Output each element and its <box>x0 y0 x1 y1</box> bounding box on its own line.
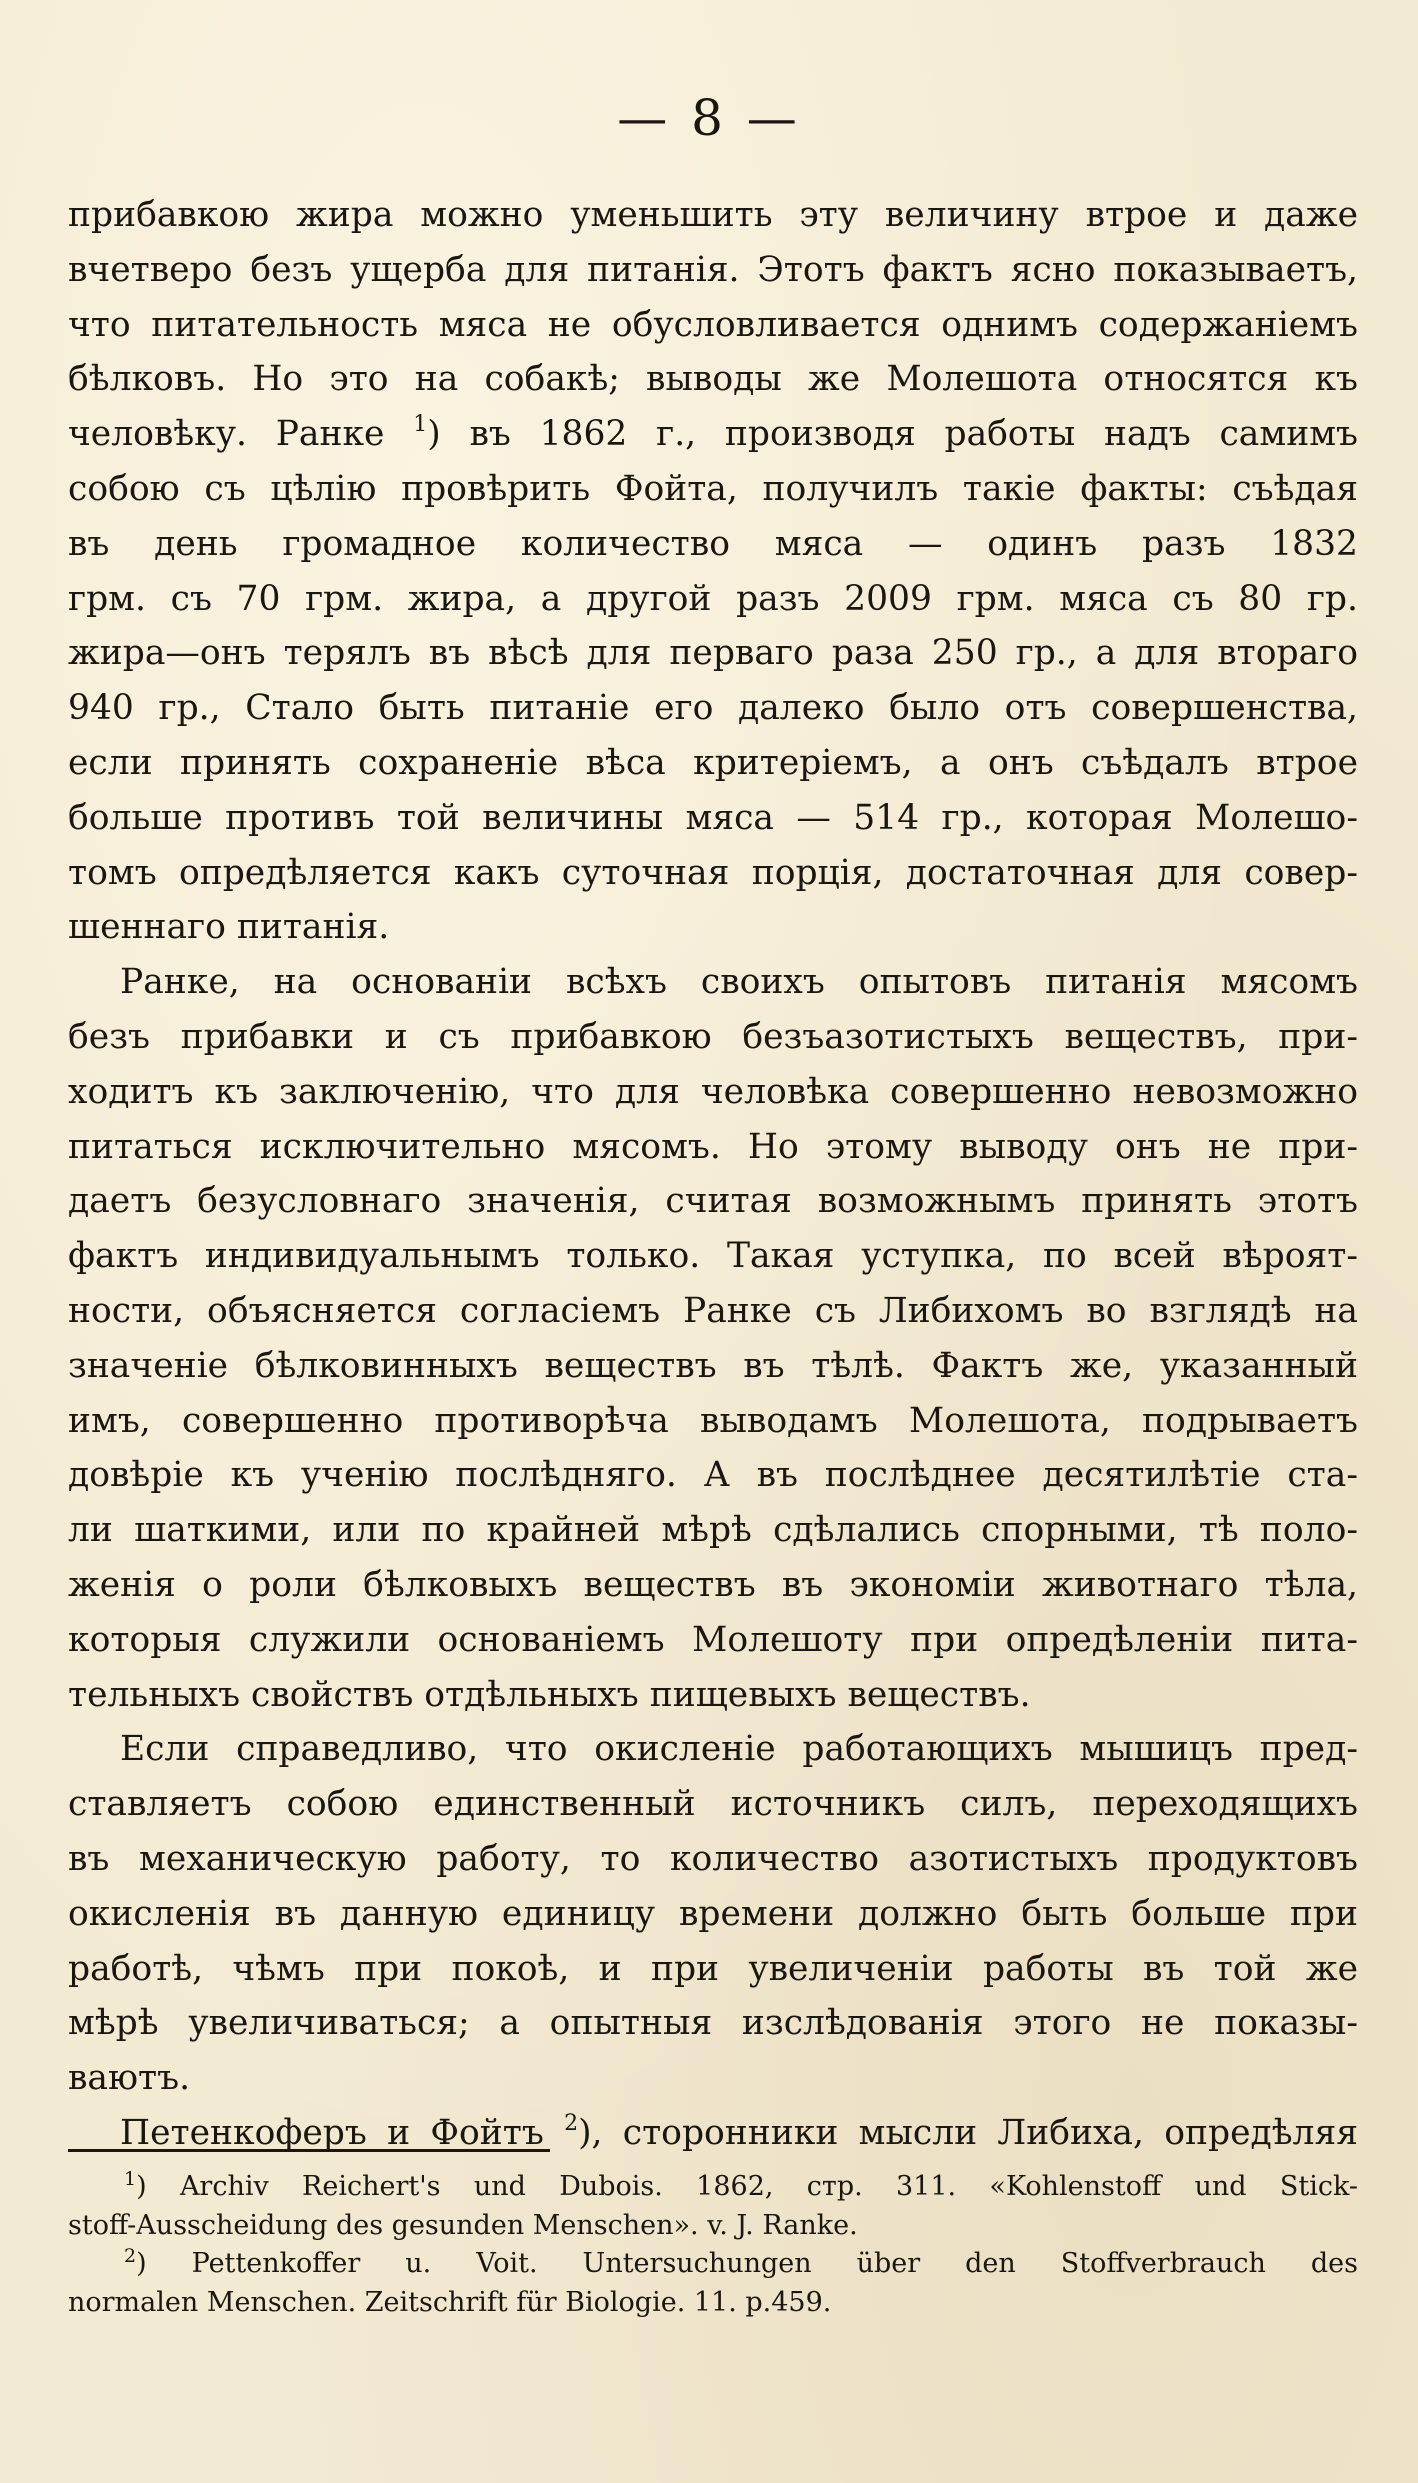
text-line: которыя служили основаніемъ Молешоту при опредѣленіи пита- <box>68 1619 1358 1660</box>
text-line: больше противъ той величины мяса — 514 гр., которая Молешо- <box>68 797 1358 838</box>
text-line: шеннаго питанія. <box>68 907 390 948</box>
text-line: собою съ цѣлію провѣрить Фойта, получилъ такіе факты: съѣдая <box>68 468 1358 509</box>
text-line: Ранке, на основаніи всѣхъ своихъ опытовъ питанія мясомъ <box>120 962 1358 1003</box>
text-line: тельныхъ свойствъ отдѣльныхъ пищевыхъ веществъ. <box>68 1674 1031 1715</box>
text-line: довѣріе къ ученію послѣдняго. А въ послѣднее десятилѣтіе ста- <box>68 1455 1358 1496</box>
text-line: работѣ, чѣмъ при покоѣ, и при увеличеніи работы въ той же <box>68 1948 1358 1989</box>
footnote <box>68 2168 1358 2245</box>
footnote-text: stoff-Ausscheidung des gesunden Menschen». v. J. Ranke. <box>68 2209 858 2241</box>
paragraph <box>68 188 1358 955</box>
text-line: даетъ безусловнаго значенія, считая возможнымъ принять этотъ <box>68 1181 1358 1222</box>
text-line: ставляетъ собою единственный источникъ силъ, переходящихъ <box>68 1784 1358 1825</box>
text-line: вчетверо безъ ущерба для питанія. Этотъ фактъ ясно показываетъ, <box>68 249 1358 290</box>
text-line: въ механическую работу, то количество азотистыхъ продуктовъ <box>68 1838 1358 1879</box>
text-line: жира—онъ терялъ въ вѣсѣ для перваго раза 250 гр., а для втораго <box>68 633 1358 674</box>
paragraph <box>68 2106 1358 2161</box>
text-segment: ), сторонники мысли Либиха, опредѣляя <box>578 2112 1358 2153</box>
footnote <box>68 2245 1358 2322</box>
text-segment: Петенкоферъ и Фойтъ <box>120 2112 565 2153</box>
text-line: прибавкою жира можно уменьшить эту величину втрое и даже <box>68 195 1358 235</box>
text-line <box>68 407 1358 462</box>
text-line: 940 гр., Стало быть питаніе его далеко было отъ совершенства, <box>68 688 1358 729</box>
text-line: окисленія въ данную единицу времени должно быть больше при <box>68 1893 1358 1934</box>
text-line: безъ прибавки и съ прибавкою безъазотистыхъ веществъ, при- <box>68 1016 1358 1057</box>
text-segment: человѣку. Ранке <box>68 414 414 455</box>
footnote-divider <box>68 2149 550 2152</box>
body-text <box>68 188 1358 2161</box>
text-line: Если справедливо, что окисленіе работающихъ мышицъ пред- <box>120 1729 1358 1770</box>
paragraph <box>68 955 1358 1722</box>
footnote-marker: 1 <box>124 2168 137 2190</box>
footnote-reference[interactable]: 2 <box>564 2110 579 2136</box>
paragraph <box>68 1722 1358 2106</box>
text-line: ли шаткими, или по крайней мѣрѣ сдѣлались спорными, тѣ поло- <box>68 1510 1358 1551</box>
footnote-line <box>68 2168 1358 2207</box>
text-line: ваютъ. <box>68 2058 191 2099</box>
text-line: мѣрѣ увеличиваться; а опытныя изслѣдованія этого не показы- <box>68 2003 1358 2044</box>
text-segment: ) въ 1862 г., производя работы надъ самимъ <box>427 414 1358 455</box>
text-line: если принять сохраненіе вѣса критеріемъ, а онъ съѣдалъ втрое <box>68 742 1358 783</box>
page-number: — 8 — <box>617 89 801 147</box>
footnote-marker: 2 <box>124 2245 137 2267</box>
footnote-line <box>68 2245 1358 2284</box>
text-line: въ день громадное количество мяса — одинъ разъ 1832 <box>68 523 1358 564</box>
footnote-line <box>68 2207 1358 2246</box>
text-line: томъ опредѣляется какъ суточная порція, достаточная для совер- <box>68 852 1358 893</box>
text-line: значеніе бѣлковинныхъ веществъ въ тѣлѣ. Фактъ же, указанный <box>68 1345 1358 1386</box>
text-line: питаться исключительно мясомъ. Но этому выводу онъ не при- <box>68 1126 1358 1167</box>
footnote-reference[interactable]: 1 <box>413 412 428 438</box>
text-line: ности, объясняется согласіемъ Ранке съ Либихомъ во взглядѣ на <box>68 1290 1358 1331</box>
text-line: женія о роли бѣлковыхъ веществъ въ экономіи животнаго тѣла, <box>68 1564 1358 1605</box>
footnote-line <box>68 2284 1358 2323</box>
text-line: бѣлковъ. Но это на собакѣ; выводы же Молешота относятся къ <box>68 359 1358 400</box>
footnotes <box>68 2168 1358 2322</box>
text-line: ходитъ къ заключенію, что для человѣка совершенно невозможно <box>68 1071 1358 1112</box>
footnote-text: ) Archiv Reichert's und Dubois. 1862, стр. 311. «Kohlenstoff und Stick- <box>136 2171 1358 2202</box>
text-line: грм. съ 70 грм. жира, а другой разъ 2009 грм. мяса съ 80 гр. <box>68 578 1358 619</box>
footnote-text: ) Pettenkoffer u. Voit. Untersuchungen über den Stoffverbrauch des <box>136 2248 1358 2279</box>
text-line <box>68 2106 1358 2161</box>
footnote-text: normalen Menschen. Zeitschrift für Biologie. 11. p.459. <box>68 2286 832 2318</box>
text-line: фактъ индивидуальнымъ только. Такая уступка, по всей вѣроят- <box>68 1236 1358 1277</box>
text-line: имъ, совершенно противорѣча выводамъ Молешота, подрываетъ <box>68 1400 1358 1441</box>
text-line: что питательность мяса не обусловливается однимъ содержаніемъ <box>68 304 1358 345</box>
